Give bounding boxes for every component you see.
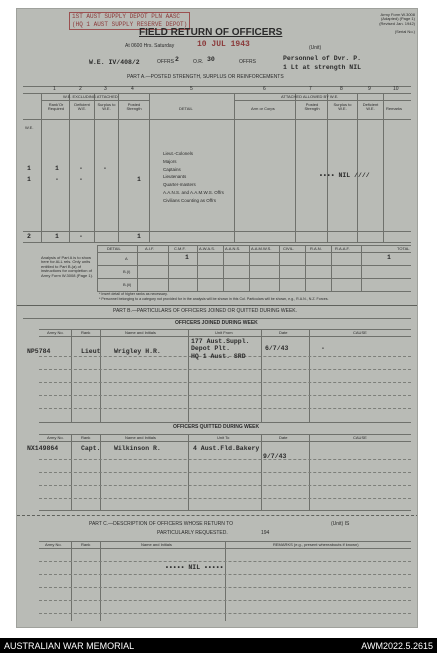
analysis-header: R.A.A.F. [335,246,350,251]
col-number: 6 [263,86,266,92]
rank-list [163,150,233,203]
date-stamp: 10 JUL 1943 [197,40,250,49]
quitted-rank: Capt. [81,445,101,452]
quitted-unit: 4 Aust.Fld.Bakery [193,445,260,452]
quitted-army-no: NX149864 [27,445,59,452]
col-number: 4 [131,86,134,92]
analysis-header: A.I.F. [145,246,155,251]
joined-army-no: NP5784 [27,348,51,355]
part-c-col: Army No. [45,542,62,547]
quitted-col: Rank [81,435,91,440]
or-label: O.R. [193,59,204,65]
col-number: 9 [368,86,371,92]
cell: 1 [137,233,141,240]
quitted-col: Date [279,435,288,440]
analysis-footnote-2: * Personnel belonging to a category not provided for in the analysis will be shown in this Col. Particulars will be shown, e.g., R.A.N., N.Z. Forces. [99,297,329,301]
analysis-header: R.A.N. [310,246,322,251]
joined-col: Rank [81,330,91,335]
cell: 1 [137,176,141,183]
joined-unit-1: 177 Aust.Suppl. [191,338,250,345]
field-return-form [16,8,418,628]
cell: 1 [55,233,59,240]
page-title: FIELD RETURN OF OFFICERS [139,27,283,38]
joined-unit-2: Depot Plt. [191,345,231,352]
joined-cause: - [321,345,325,352]
analysis-row-label: B.(ii) [123,282,132,287]
rank-item: Civilians Counting as Offrs [163,197,216,203]
analysis-header: TOTAL [397,246,410,251]
we-excluding-attached: W.E. EXCLUDING ATTACHED [63,94,118,99]
joined-col: Name and Initials [125,330,156,335]
footer-credit: AUSTRALIAN WAR MEMORIAL [4,641,135,651]
analysis-detail-label: DETAIL [107,246,121,251]
analysis-total-value: 1 [387,254,391,261]
form-ref-line-3: (Revised Jan. 1942) [379,20,415,26]
col-number: 2 [79,86,82,92]
joined-col: Army No. [47,330,64,335]
analysis-header: A.A.M.W.S. [251,246,272,251]
col-number: 5 [190,86,193,92]
analysis-header: A.A.N.S. [225,246,241,251]
header-attached-deficient: Deficient W.E. [362,102,379,112]
header-attached-posted: Posted Strength [304,102,320,112]
header-deficient: Deficient W.E. [74,102,90,112]
part-c-col: Rank [81,542,91,547]
quitted-col: Name and Initials [125,435,156,440]
cell: 1 [55,165,59,172]
form-ref-line-1: Army Form W.3008 [380,12,415,17]
joined-heading: OFFICERS JOINED DURING WEEK [175,320,258,326]
form-ref-line-2: (Adapted) (Page 1) [380,16,415,22]
analysis-header: A.W.A.S. [199,246,216,251]
part-c-col: REMARKS (e.g., present whereabouts if known) [273,542,359,547]
part-c-heading: PART C.—DESCRIPTION OF OFFICERS WHOSE RETURN TO [89,521,233,527]
part-c-unit-is: (Unit) IS [331,521,350,527]
header-surplus: Surplus to W.E. [97,102,116,112]
attached-nil-note: •••• NIL //// [319,172,370,179]
offrs-value: 2 [175,56,179,63]
header-posted-strength: Posted Strength [126,102,142,112]
analysis-footnote-1: * Insert detail of higher ranks as necessary. [99,292,168,296]
analysis-row-label: A [125,256,128,261]
cell: - [79,233,83,240]
cell: - [55,176,59,183]
date-line-prefix: At 0600 Hrs. Saturday [125,43,175,49]
stamp-line-2: (HQ 1 AUST SUPPLY RESERVE DEPOT) [72,21,188,28]
stamp-line-1: 1ST AUST SUPPLY DEPOT PLN AASC [72,13,181,20]
analysis-row-label: B.(i) [123,269,131,274]
joined-col: Date [279,330,288,335]
header-attached-surplus: Surplus to W.E. [333,102,352,112]
or-value: 30 [207,56,215,63]
cell: - [103,165,107,172]
part-c-col: Name and Initials [141,542,172,547]
analysis-header: CIVIL. [283,246,295,251]
analysis-note: Analysis of Part A is to show here for ALL rels. Only units entitled to Part B.(a) of instructions for completion of Army Form W.3008 (Page 1). [41,255,94,278]
rank-item: Quarter-masters [163,182,196,188]
offrs-label: OFFRS [157,59,174,65]
part-c-nil: ••••• NIL ••••• [165,564,224,571]
joined-col: CAUSE [353,330,367,335]
footer-accession: AWM2022.5.2615 [361,641,433,651]
form-reference [353,13,415,35]
rank-item: Lieutenants [163,174,187,180]
col-number: 10 [393,86,399,92]
header-arm-corps: Arm or Corps [251,106,275,111]
quitted-date: 9/7/43 [263,453,287,460]
we-label: W.E. [25,125,34,130]
part-c-year: 194 [261,530,270,536]
col-number: 7 [309,86,312,92]
cell: - [79,176,83,183]
we-number: W.E. IV/408/2 [89,59,140,66]
quitted-name: Wilkinson R. [114,445,161,452]
personnel-note-1: Personnel of Dvr. P. [283,55,362,62]
col-number: 1 [53,86,56,92]
joined-date: 6/7/43 [265,345,289,352]
col-number: 3 [104,86,107,92]
joined-col: Unit From [215,330,233,335]
header-rank-required: Rank'Or Required [47,102,65,112]
col-number: 8 [340,86,343,92]
attached-allowed: ATTACHED ALLOWED BY W.E. [281,94,339,99]
personnel-note-2: 1 Lt at strength NIL [283,64,362,71]
joined-rank: Lieut [81,348,101,355]
quitted-col: CAUSE [353,435,367,440]
serial-no: (Serial No.) [394,29,415,35]
rank-item: A.A.N.S. and A.A.M.W.S. Offrs [163,189,224,195]
analysis-cmf-value: 1 [185,254,189,261]
cell: 1 [27,176,31,183]
cell: 2 [27,233,31,240]
offrs2-label: OFFRS [239,59,256,65]
cell: 1 [27,165,31,172]
part-a-heading: PART A.—POSTED STRENGTH, SURPLUS OR REINFORCEMENTS [127,74,284,80]
part-b-heading: PART B.—PARTICULARS OF OFFICERS JOINED OR QUITTED DURING WEEK. [113,308,298,314]
quitted-col: Unit To [217,435,230,440]
joined-unit-3: HQ 1 Aust. SRD [191,353,246,360]
quitted-heading: OFFICERS QUITTED DURING WEEK [173,424,260,430]
footer-bar [0,638,437,653]
unit-label: (Unit) [309,45,322,51]
rank-item: Lieut.-Colonels [163,151,194,156]
header-detail: DETAIL [179,106,193,111]
quitted-col: Army No. [47,435,64,440]
rank-item: Majors [163,158,177,164]
cell: - [79,165,83,172]
analysis-header: C.M.F. [174,246,186,251]
rank-item: Captains [163,166,181,172]
part-c-heading-2: PARTICULARLY REQUESTED. [157,530,228,536]
joined-name: Wrigley H.R. [114,348,161,355]
header-remarks: Remarks [386,106,403,111]
